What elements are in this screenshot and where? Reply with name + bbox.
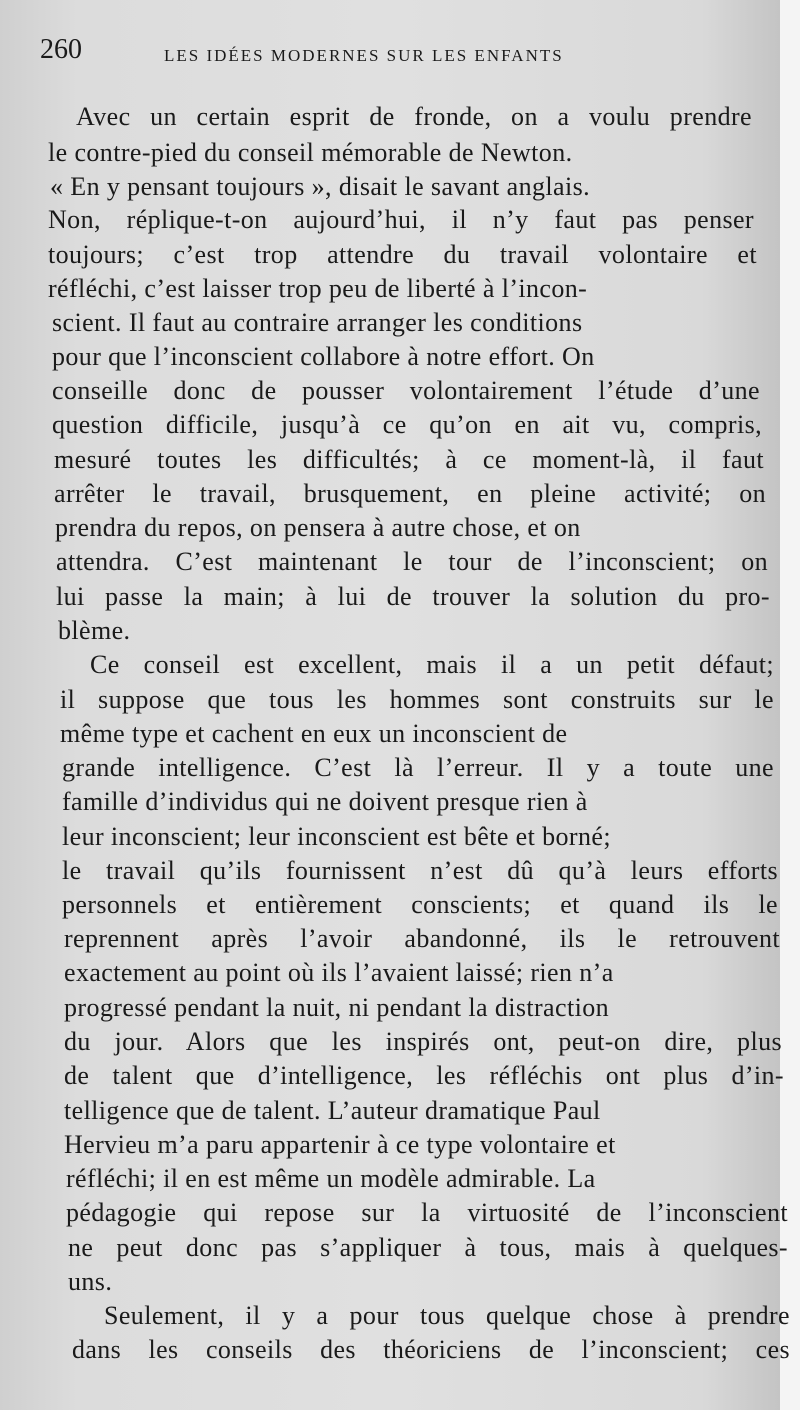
text-line: grande intelligence. C’est là l’erreur. Il y a toute une	[62, 753, 774, 782]
text-line: reprennent après l’avoir abandonné, ils le retrouvent	[64, 924, 780, 953]
text-line: Seulement, il y a pour tous quelque chose à prendre	[104, 1301, 790, 1330]
text-line: de talent que d’intelligence, les réfléchis ont plus d’in-	[64, 1061, 784, 1090]
text-line: le travail qu’ils fournissent n’est dû qu’à leurs efforts	[62, 856, 778, 885]
text-line: pédagogie qui repose sur la virtuosité de l’inconscient	[66, 1198, 788, 1227]
page-number: 260	[40, 34, 82, 65]
text-line: même type et cachent en eux un inconscient de	[60, 719, 568, 748]
text-line: famille d’individus qui ne doivent presque rien à	[62, 787, 588, 816]
text-line: uns.	[68, 1267, 113, 1296]
text-line: telligence que de talent. L’auteur dramatique Paul	[64, 1096, 601, 1125]
text-line: Non, réplique-t-on aujourd’hui, il n’y faut pas penser	[48, 205, 754, 234]
text-line: attendra. C’est maintenant le tour de l’inconscient; on	[56, 547, 768, 576]
text-line: le contre-pied du conseil mémorable de Newton.	[48, 138, 573, 167]
text-line: réfléchi, c’est laisser trop peu de liberté à l’incon-	[48, 274, 588, 303]
text-line: Avec un certain esprit de fronde, on a voulu prendre	[76, 102, 752, 131]
running-title: LES IDÉES MODERNES SUR LES ENFANTS	[164, 46, 564, 65]
text-line: prendra du repos, on pensera à autre chose, et on	[55, 513, 581, 542]
text-line: toujours; c’est trop attendre du travail volontaire et	[48, 240, 757, 269]
text-line: pour que l’inconscient collabore à notre effort. On	[52, 342, 595, 371]
text-line: progressé pendant la nuit, ni pendant la distraction	[64, 993, 609, 1022]
text-line: réfléchi; il en est même un modèle admirable. La	[66, 1164, 596, 1193]
text-line: « En y pensant toujours », disait le savant anglais.	[50, 172, 590, 201]
text-line: Hervieu m’a paru appartenir à ce type volontaire et	[64, 1130, 616, 1159]
text-line: blème.	[58, 616, 131, 645]
text-line: conseille donc de pousser volontairement l’étude d’une	[52, 376, 760, 405]
page-header	[40, 34, 660, 74]
text-line: exactement au point où ils l’avaient laissé; rien n’a	[64, 958, 614, 987]
text-line: mesuré toutes les difficultés; à ce moment-là, il faut	[54, 445, 764, 474]
text-line: il suppose que tous les hommes sont construits sur le	[60, 685, 774, 714]
text-line: scient. Il faut au contraire arranger les conditions	[52, 308, 583, 337]
text-line: personnels et entièrement conscients; et quand ils le	[62, 890, 778, 919]
text-line: question difficile, jusqu’à ce qu’on en ait vu, compris,	[52, 410, 762, 439]
text-line: arrêter le travail, brusquement, en pleine activité; on	[54, 479, 766, 508]
text-line: dans les conseils des théoriciens de l’inconscient; ces	[72, 1335, 790, 1364]
text-line: lui passe la main; à lui de trouver la solution du pro-	[56, 582, 770, 611]
text-line: leur inconscient; leur inconscient est bête et borné;	[62, 822, 611, 851]
text-line: du jour. Alors que les inspirés ont, peut-on dire, plus	[64, 1027, 782, 1056]
text-line: ne peut donc pas s’appliquer à tous, mais à quelques-	[68, 1233, 788, 1262]
text-line: Ce conseil est excellent, mais il a un petit défaut;	[90, 650, 774, 679]
